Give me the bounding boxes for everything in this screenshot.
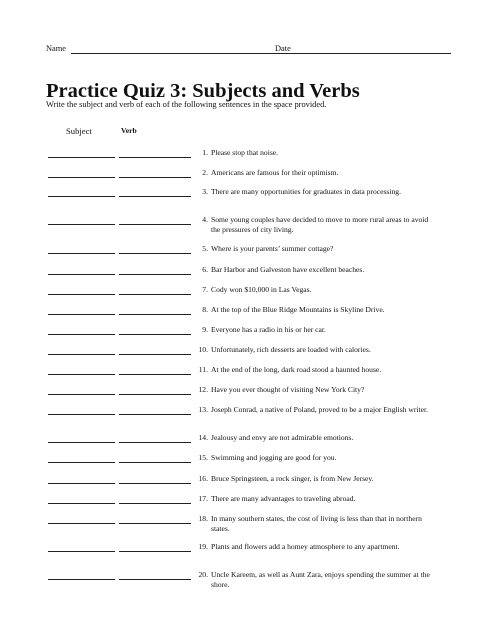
subject-answer-line[interactable] (48, 579, 115, 580)
question-text: Some young couples have decided to move to more rural areas to avoid the pressures of city living. (211, 215, 429, 234)
subject-answer-line[interactable] (48, 551, 115, 552)
question-number: 6. (202, 265, 208, 274)
subject-answer-line[interactable] (48, 314, 115, 315)
question-number: 13. (198, 405, 208, 414)
question-item (197, 285, 437, 295)
verb-answer-line[interactable] (119, 579, 191, 580)
verb-answer-line[interactable] (119, 551, 191, 552)
verb-answer-line[interactable] (119, 314, 191, 315)
verb-answer-line[interactable] (119, 503, 191, 504)
question-item (197, 494, 437, 504)
question-number: 19. (198, 542, 208, 551)
question-text: Plants and flowers add a homey atmosphere to any apartment. (211, 542, 400, 551)
verb-answer-line[interactable] (119, 462, 191, 463)
question-number: 12. (198, 385, 208, 394)
question-text: Bar Harbor and Galveston have excellent beaches. (211, 265, 365, 274)
question-text: At the end of the long, dark road stood a haunted house. (211, 365, 382, 374)
subject-answer-line[interactable] (48, 414, 115, 415)
question-number: 5. (202, 244, 208, 253)
question-number: 11. (198, 365, 208, 374)
question-text: Bruce Springsteen, a rock singer, is from New Jersey. (211, 474, 374, 483)
question-number: 10. (198, 345, 208, 354)
question-number: 4. (202, 215, 208, 224)
question-item (197, 365, 437, 375)
verb-answer-line[interactable] (119, 414, 191, 415)
date-field[interactable] (299, 53, 451, 54)
question-text: Have you ever thought of visiting New York City? (211, 385, 365, 394)
question-text: Please stop that noise. (211, 148, 279, 157)
question-number: 20. (198, 570, 208, 579)
question-text: There are many advantages to traveling abroad. (211, 494, 356, 503)
subject-answer-line[interactable] (48, 224, 115, 225)
subject-answer-line[interactable] (48, 294, 115, 295)
question-item (197, 168, 437, 178)
question-item (197, 244, 437, 254)
question-number: 3. (202, 187, 208, 196)
subject-answer-line[interactable] (48, 462, 115, 463)
verb-answer-line[interactable] (119, 157, 191, 158)
question-text: Uncle Kareem, as well as Aunt Zara, enjoys spending the summer at the shore. (211, 570, 430, 589)
subject-answer-line[interactable] (48, 354, 115, 355)
subject-answer-line[interactable] (48, 274, 115, 275)
page-title: Practice Quiz 3: Subjects and Verbs (46, 80, 360, 102)
question-text: In many southern states, the cost of living is less than that in northern states. (211, 514, 422, 533)
subject-answer-line[interactable] (48, 483, 115, 484)
verb-answer-line[interactable] (119, 442, 191, 443)
subject-answer-line[interactable] (48, 394, 115, 395)
question-item (197, 325, 437, 335)
question-text: Jealousy and envy are not admirable emotions. (211, 433, 354, 442)
verb-answer-line[interactable] (119, 354, 191, 355)
question-number: 17. (198, 494, 208, 503)
question-number: 16. (198, 474, 208, 483)
question-item (197, 215, 437, 234)
question-item (197, 148, 437, 158)
question-number: 18. (198, 514, 208, 523)
question-number: 2. (202, 168, 208, 177)
question-item (197, 570, 437, 589)
question-text: Swimming and jogging are good for you. (211, 453, 337, 462)
question-item (197, 265, 437, 275)
subject-answer-line[interactable] (48, 523, 115, 524)
verb-answer-line[interactable] (119, 394, 191, 395)
verb-answer-line[interactable] (119, 374, 191, 375)
question-text: Everyone has a radio in his or her car. (211, 325, 326, 334)
verb-answer-line[interactable] (119, 224, 191, 225)
question-number: 14. (198, 433, 208, 442)
question-item (197, 345, 437, 355)
subject-answer-line[interactable] (48, 442, 115, 443)
question-number: 1. (202, 148, 208, 157)
question-number: 7. (202, 285, 208, 294)
question-number: 15. (198, 453, 208, 462)
verb-answer-line[interactable] (119, 334, 191, 335)
instructions: Write the subject and verb of each of the following sentences in the space provided. (46, 100, 327, 109)
question-item (197, 385, 437, 395)
question-item (197, 453, 437, 463)
date-label: Date (275, 44, 291, 53)
subject-column-header: Subject (66, 126, 92, 136)
question-item (197, 542, 437, 552)
verb-column-header: Verb (121, 126, 137, 135)
subject-answer-line[interactable] (48, 177, 115, 178)
question-text: At the top of the Blue Ridge Mountains is Skyline Drive. (211, 305, 385, 314)
question-item (197, 514, 437, 533)
verb-answer-line[interactable] (119, 274, 191, 275)
subject-answer-line[interactable] (48, 157, 115, 158)
question-text: Joseph Conrad, a native of Poland, proved to be a major English writer. (211, 405, 429, 414)
verb-answer-line[interactable] (119, 253, 191, 254)
question-item (197, 433, 437, 443)
question-number: 8. (202, 305, 208, 314)
verb-answer-line[interactable] (119, 294, 191, 295)
question-text: Unfortunately, rich desserts are loaded with calories. (211, 345, 371, 354)
subject-answer-line[interactable] (48, 334, 115, 335)
question-number: 9. (202, 325, 208, 334)
question-text: Where is your parents’ summer cottage? (211, 244, 334, 253)
question-item (197, 474, 437, 484)
verb-answer-line[interactable] (119, 483, 191, 484)
verb-answer-line[interactable] (119, 196, 191, 197)
verb-answer-line[interactable] (119, 177, 191, 178)
question-item (197, 187, 437, 197)
header (46, 44, 451, 58)
question-text: Cody won $10,000 in Las Vegas. (211, 285, 312, 294)
verb-answer-line[interactable] (119, 523, 191, 524)
question-item (197, 305, 437, 315)
name-label: Name (46, 44, 66, 53)
question-text: Americans are famous for their optimism. (211, 168, 339, 177)
question-text: There are many opportunities for graduates in data processing. (211, 187, 401, 196)
subject-answer-line[interactable] (48, 196, 115, 197)
subject-answer-line[interactable] (48, 253, 115, 254)
name-field[interactable] (71, 53, 309, 54)
question-item (197, 405, 437, 415)
subject-answer-line[interactable] (48, 503, 115, 504)
subject-answer-line[interactable] (48, 374, 115, 375)
